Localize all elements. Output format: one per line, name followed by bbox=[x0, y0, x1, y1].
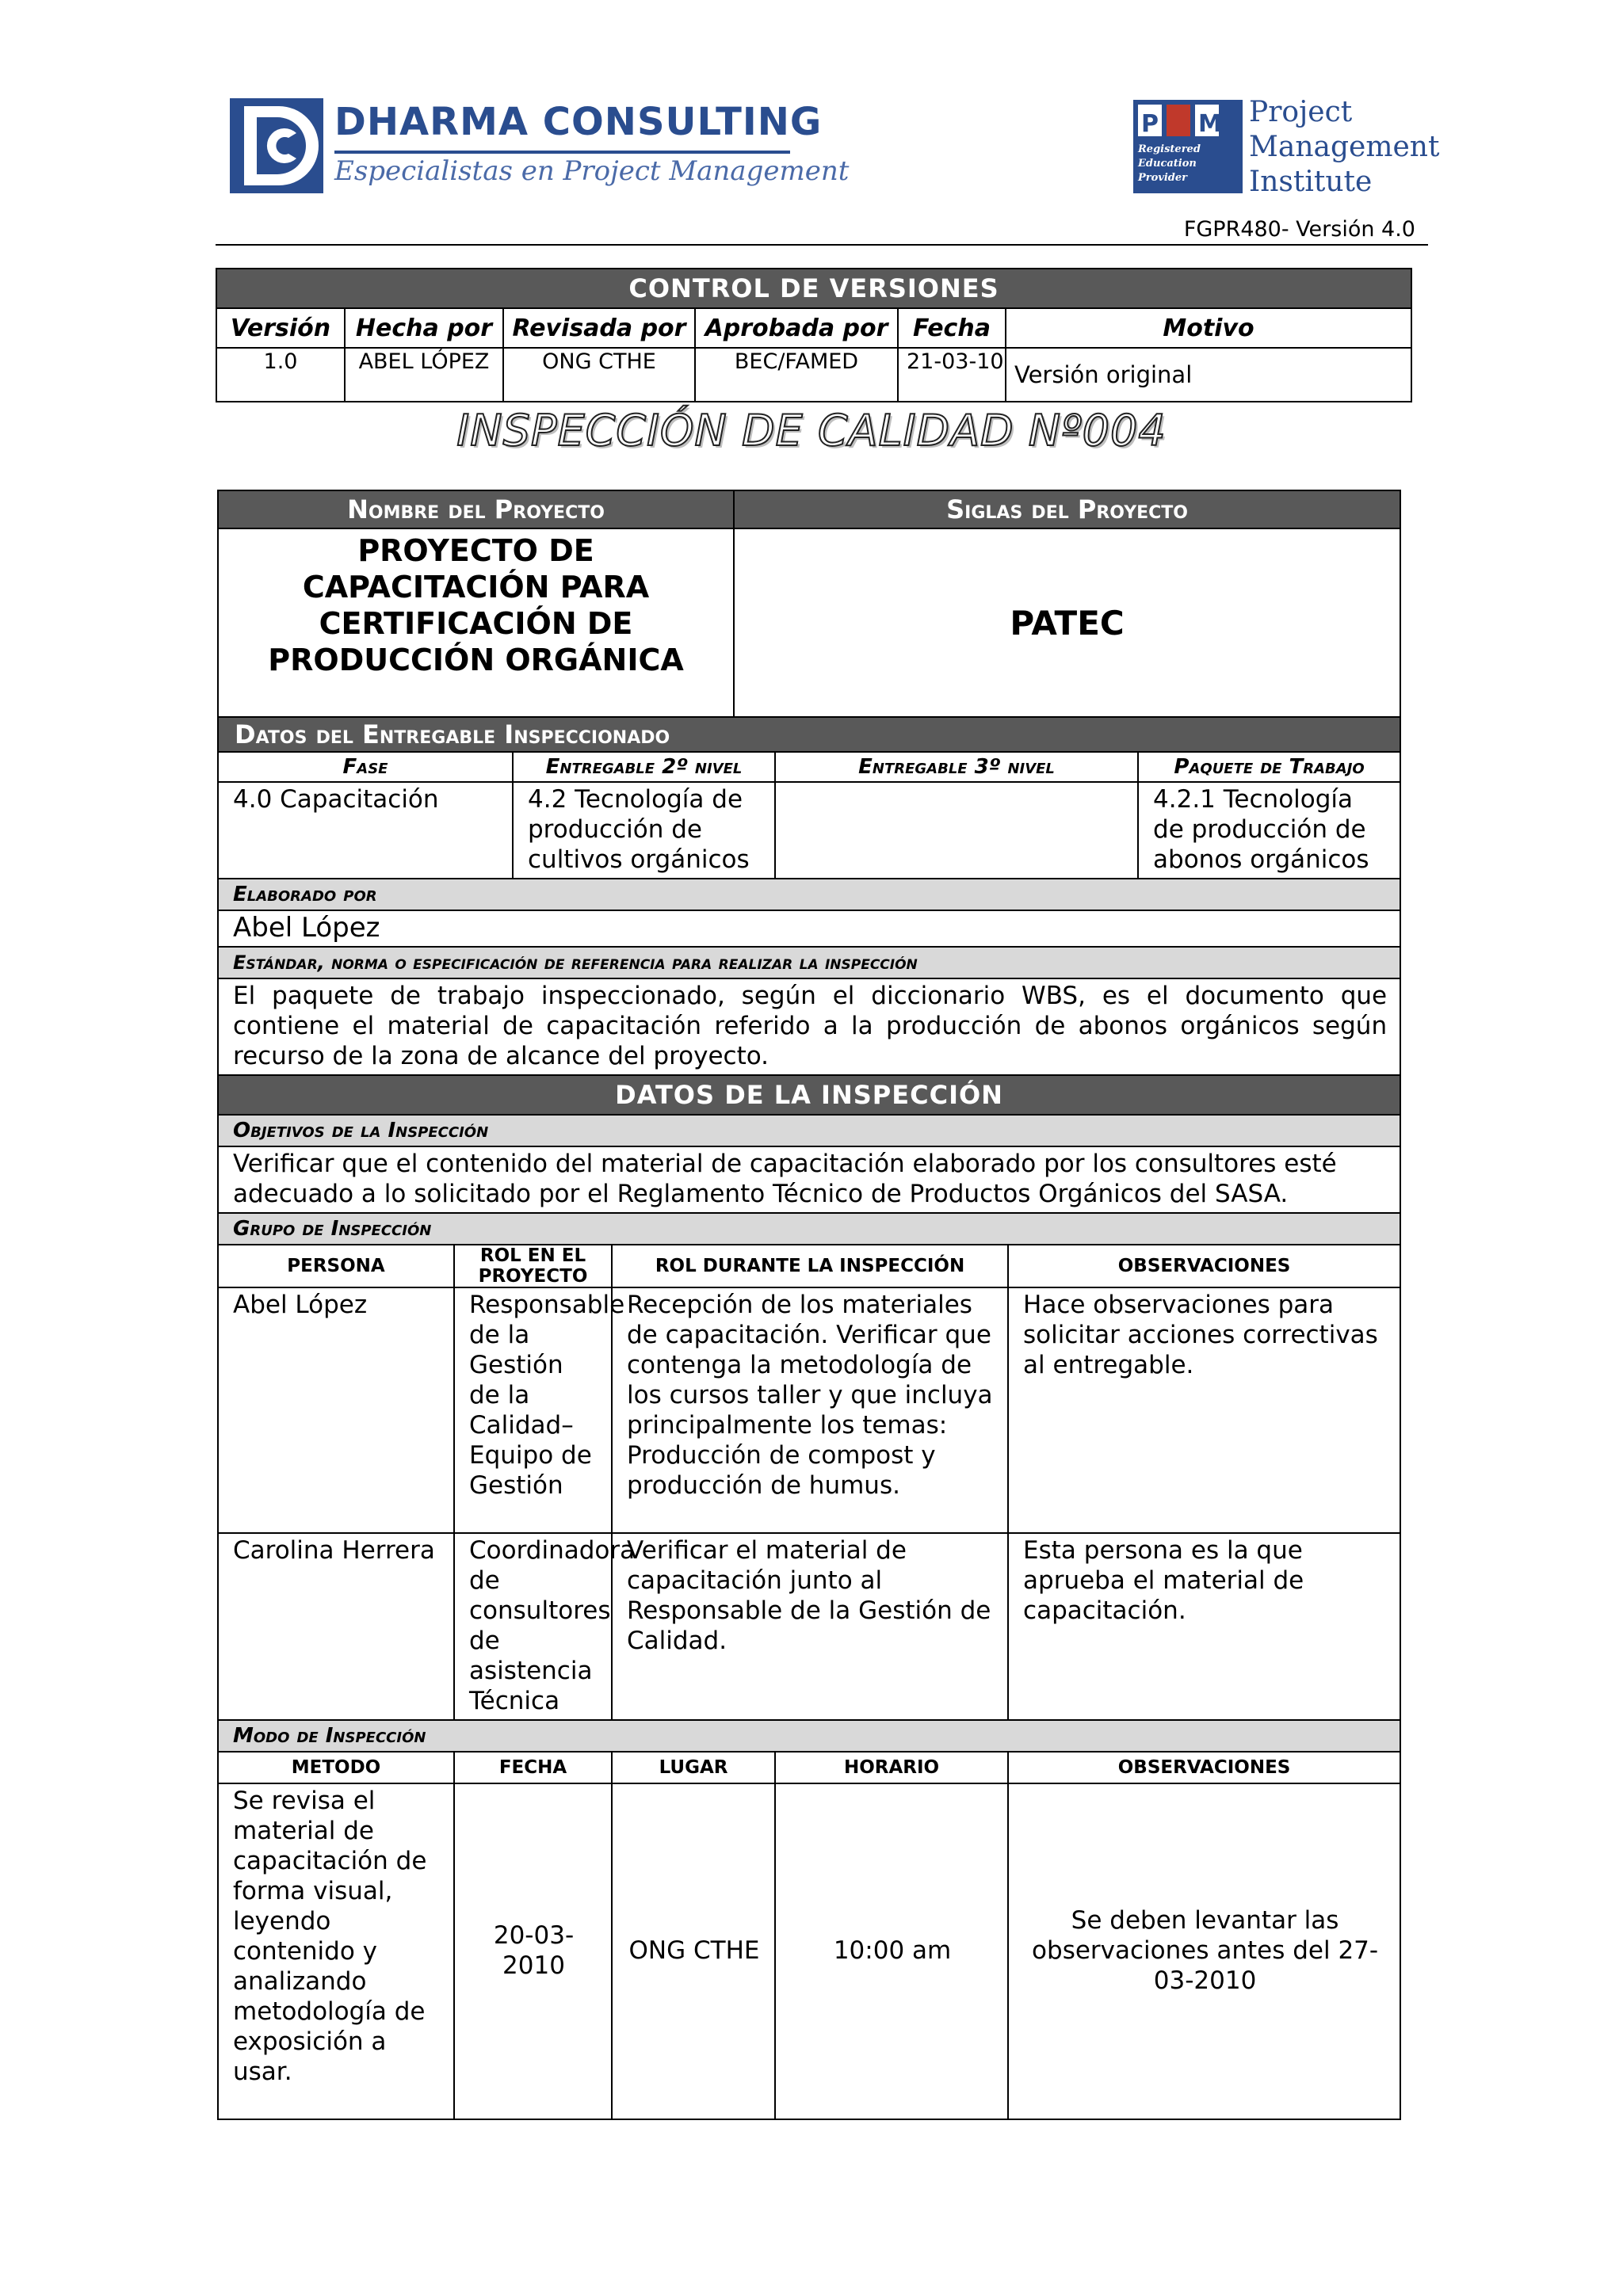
header-divider bbox=[216, 244, 1428, 246]
versions-col-hecha: Hecha por bbox=[345, 308, 503, 348]
standard-value: El paquete de trabajo inspeccionado, según el diccionario WBS, es el documento que contiene el material de capacitación referido a la producción de abonos orgánicos según recurso de la zona de alcance del proyecto. bbox=[218, 978, 1400, 1075]
pmi-logo bbox=[1133, 95, 1440, 198]
deliverable-level2-value: 4.2 Tecnología de producción de cultivos orgánicos bbox=[513, 782, 775, 879]
prepared-by-label: Elaborado por bbox=[218, 879, 1400, 910]
deliverable-level3-value bbox=[775, 782, 1138, 879]
group-observaciones-2: Esta persona es la que aprueba el material de capacitación. bbox=[1008, 1533, 1400, 1720]
mode-col-horario: HORARIO bbox=[775, 1752, 1008, 1783]
table-row bbox=[218, 1287, 1400, 1533]
project-acronym: PATEC bbox=[734, 528, 1400, 717]
pmi-wordmark bbox=[1249, 95, 1439, 200]
version-value: 1.0 bbox=[216, 348, 345, 402]
pmi-line-1: Project bbox=[1249, 96, 1353, 128]
aprobada-value: BEC/FAMED bbox=[695, 348, 898, 402]
mode-label: Modo de Inspección bbox=[218, 1720, 1400, 1752]
group-persona-1: Abel López bbox=[218, 1287, 454, 1533]
versions-col-motivo: Motivo bbox=[1006, 308, 1411, 348]
group-label: Grupo de Inspección bbox=[218, 1213, 1400, 1245]
deliverable-col-package: Paquete de Trabajo bbox=[1138, 752, 1400, 782]
table-row bbox=[216, 348, 1411, 402]
page-title: INSPECCIÓN DE CALIDAD Nº004 bbox=[456, 406, 1167, 456]
project-acronym-header: Siglas del Proyecto bbox=[734, 490, 1400, 528]
group-rol-inspeccion-2: Verificar el material de capacitación junto al Responsable de la Gestión de Calidad. bbox=[612, 1533, 1008, 1720]
revisada-value: ONG CTHE bbox=[503, 348, 695, 402]
table-row bbox=[218, 1533, 1400, 1720]
table-row bbox=[218, 1783, 1400, 2119]
mode-metodo-value: Se revisa el material de capacitación de forma visual, leyendo contenido y analizando metodología de exposición a usar. bbox=[218, 1783, 454, 2119]
versions-header-row bbox=[216, 308, 1411, 348]
document-code: FGPR480- Versión 4.0 bbox=[1183, 217, 1415, 242]
mode-header-row bbox=[218, 1752, 1400, 1783]
group-observaciones-1: Hace observaciones para solicitar acciones correctivas al entregable. bbox=[1008, 1287, 1400, 1533]
versions-col-version: Versión bbox=[216, 308, 345, 348]
objectives-label: Objetivos de la Inspección bbox=[218, 1115, 1400, 1146]
mode-col-fecha: FECHA bbox=[454, 1752, 612, 1783]
pmi-line-3: Institute bbox=[1249, 166, 1373, 198]
standard-label: Estándar, norma o especificación de referencia para realizar la inspección bbox=[218, 947, 1400, 978]
objectives-value: Verificar que el contenido del material de capacitación elaborado por los consultores esté adecuado a lo solicitado por el Reglamento Técnico de Productos Orgánicos del SASA. bbox=[218, 1146, 1400, 1213]
dharma-logo-icon bbox=[230, 98, 323, 193]
pmi-line-2: Management bbox=[1249, 131, 1440, 163]
company-name: DHARMA CONSULTING bbox=[334, 100, 823, 144]
versions-col-fecha: Fecha bbox=[898, 308, 1006, 348]
hecha-value: ABEL LÓPEZ bbox=[345, 348, 503, 402]
project-name-header: Nombre del Proyecto bbox=[218, 490, 734, 528]
mode-col-lugar: LUGAR bbox=[612, 1752, 775, 1783]
deliverable-col-level2: Entregable 2º nivel bbox=[513, 752, 775, 782]
versions-title: CONTROL DE VERSIONES bbox=[216, 269, 1411, 308]
versions-col-aprobada: Aprobada por bbox=[695, 308, 898, 348]
mode-fecha-value: 20-03-2010 bbox=[454, 1783, 612, 2119]
project-name: PROYECTO DE CAPACITACIÓN PARA CERTIFICACIÓN DE PRODUCCIÓN ORGÁNICA bbox=[218, 528, 734, 717]
company-tagline: Especialistas en Project Management bbox=[334, 155, 850, 187]
mode-horario-value: 10:00 am bbox=[775, 1783, 1008, 2119]
mode-observaciones-value: Se deben levantar las observaciones antes del 27-03-2010 bbox=[1008, 1783, 1400, 2119]
inspection-form bbox=[217, 490, 1401, 2120]
dharma-consulting-logo bbox=[230, 95, 850, 198]
prepared-by-value: Abel López bbox=[218, 910, 1400, 947]
mode-col-metodo: METODO bbox=[218, 1752, 454, 1783]
deliverable-col-level3: Entregable 3º nivel bbox=[775, 752, 1138, 782]
motivo-value: Versión original bbox=[1006, 348, 1411, 402]
group-rol-inspeccion-1: Recepción de los materiales de capacitación. Verificar que contenga la metodología de los cursos taller y que incluya principalmente los temas: Producción de compost y producción de humus. bbox=[612, 1287, 1008, 1533]
versions-col-revisada: Revisada por bbox=[503, 308, 695, 348]
svg-text:P: P bbox=[1141, 110, 1159, 138]
group-rol-proyecto-1: Responsable de la Gestión de la Calidad– Equipo de Gestión bbox=[454, 1287, 612, 1533]
group-header-row bbox=[218, 1245, 1400, 1287]
mode-col-observaciones: OBSERVACIONES bbox=[1008, 1752, 1400, 1783]
fecha-value: 21-03-10 bbox=[898, 348, 1006, 402]
deliverable-fase-value: 4.0 Capacitación bbox=[218, 782, 513, 879]
deliverable-col-fase: Fase bbox=[218, 752, 513, 782]
svg-text:M: M bbox=[1198, 110, 1222, 138]
group-col-observaciones: OBSERVACIONES bbox=[1008, 1245, 1400, 1287]
inspection-section-header: DATOS DE LA INSPECCIÓN bbox=[218, 1075, 1400, 1115]
logo-divider bbox=[334, 151, 790, 154]
group-col-persona: PERSONA bbox=[218, 1245, 454, 1287]
group-col-rol-proyecto: ROL EN EL PROYECTO bbox=[454, 1245, 612, 1287]
deliverable-section-header: Datos del Entregable Inspeccionado bbox=[218, 717, 1400, 752]
group-col-rol-inspeccion: ROL DURANTE LA INSPECCIÓN bbox=[612, 1245, 1008, 1287]
mode-lugar-value: ONG CTHE bbox=[612, 1783, 775, 2119]
group-rol-proyecto-2: Coordinadora de consultores de asistencia Técnica bbox=[454, 1533, 612, 1720]
group-persona-2: Carolina Herrera bbox=[218, 1533, 454, 1720]
deliverable-package-value: 4.2.1 Tecnología de producción de abonos orgánicos bbox=[1138, 782, 1400, 879]
pmi-badge-text: Registered Education Provider bbox=[1138, 143, 1201, 184]
versions-table bbox=[216, 268, 1412, 402]
